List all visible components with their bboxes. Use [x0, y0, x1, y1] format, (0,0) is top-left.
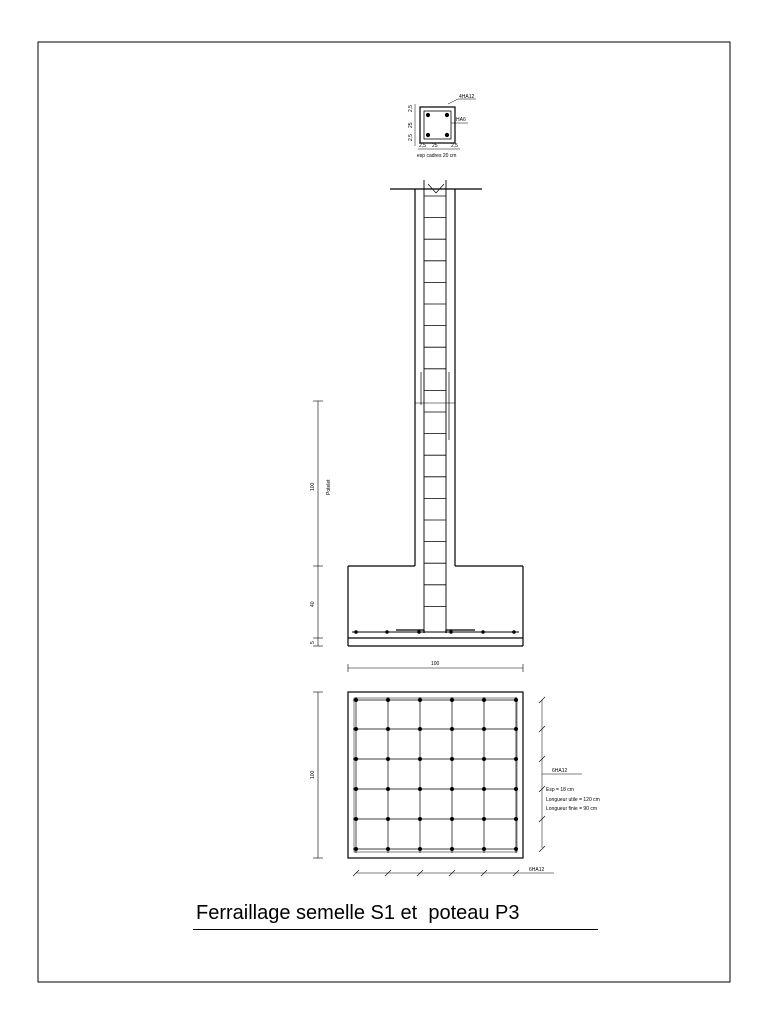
column-section [415, 99, 476, 149]
section-outline [420, 107, 455, 143]
mesh-node [515, 788, 518, 791]
mesh-node [355, 848, 358, 851]
mesh-node [355, 758, 358, 761]
section-stirrup-label: HA6 [456, 117, 466, 123]
plan-dim-side: 100 [310, 770, 316, 779]
dim-footing: 40 [310, 601, 316, 607]
dim-base: 5 [310, 641, 316, 644]
mesh-node [419, 728, 422, 731]
title-underline [193, 929, 598, 930]
mesh-node [451, 788, 454, 791]
mat-bar [418, 631, 421, 634]
mesh-node [451, 848, 454, 851]
mesh-node [355, 699, 358, 702]
stirrup-set [424, 196, 446, 606]
section-dim-top: 2,5 [408, 105, 414, 112]
plan-longueur-utile: Longueur utile = 120 cm [546, 797, 600, 803]
section-dim-bottom-mid: 25 [432, 143, 438, 149]
mesh-node [419, 699, 422, 702]
mat-bar [386, 631, 389, 634]
mesh-node [387, 818, 390, 821]
mesh-node [483, 818, 486, 821]
mesh-node [515, 818, 518, 821]
mesh-node [387, 699, 390, 702]
plan-outline [348, 692, 523, 858]
mesh-node [451, 758, 454, 761]
plan-mesh [353, 697, 518, 853]
mesh-node [515, 699, 518, 702]
section-spacing-label: esp cadres 20 cm [417, 153, 457, 159]
mesh-node [483, 848, 486, 851]
mesh-node [451, 728, 454, 731]
mesh-node [419, 788, 422, 791]
mesh-node [451, 699, 454, 702]
mesh-node [515, 758, 518, 761]
mesh-node [483, 758, 486, 761]
plan-bars-bottom: 6HA12 [529, 867, 545, 873]
plan-bars-right: 6HA12 [552, 768, 568, 774]
plan-cover [354, 698, 517, 852]
section-dim-bottom-right: 2,5 [451, 143, 458, 149]
section-dim-mid: 25 [408, 122, 414, 128]
section-bar [426, 133, 429, 136]
sheet-frame [38, 42, 730, 982]
mat-bar [355, 631, 358, 634]
mesh-node [355, 818, 358, 821]
mesh-node [355, 728, 358, 731]
mesh-node [515, 728, 518, 731]
mesh-node [387, 788, 390, 791]
mesh-node [515, 848, 518, 851]
mesh-node [355, 788, 358, 791]
section-bar [426, 113, 429, 116]
mesh-node [483, 728, 486, 731]
mesh-node [419, 848, 422, 851]
dim-width: 100 [431, 661, 440, 667]
footing-plan [313, 692, 582, 876]
mat-bar [482, 631, 485, 634]
section-dim-bottom-left: 2,5 [419, 143, 426, 149]
mesh-node [387, 848, 390, 851]
section-bars-label: 4HA12 [459, 94, 475, 100]
section-bar [445, 133, 448, 136]
mesh-node [451, 818, 454, 821]
leader-bars [448, 99, 458, 104]
mat-bar [513, 631, 516, 634]
elevation-view [313, 180, 523, 672]
dim-potelet: 100 [310, 482, 316, 491]
section-dim-low: 2,5 [408, 134, 414, 141]
mesh-node [387, 758, 390, 761]
plan-esp: Esp = 18 cm [546, 787, 574, 793]
plan-longueur-finie: Longueur finie = 90 cm [546, 806, 598, 812]
mesh-node [387, 728, 390, 731]
drawing-title: Ferraillage semelle S1 et poteau P3 [196, 902, 520, 924]
mat-bar [450, 631, 453, 634]
label-potelet: Potelet [326, 479, 332, 495]
mesh-node [483, 788, 486, 791]
mesh-node [419, 818, 422, 821]
section-bar [445, 113, 448, 116]
mesh-node [419, 758, 422, 761]
mesh-node [483, 699, 486, 702]
